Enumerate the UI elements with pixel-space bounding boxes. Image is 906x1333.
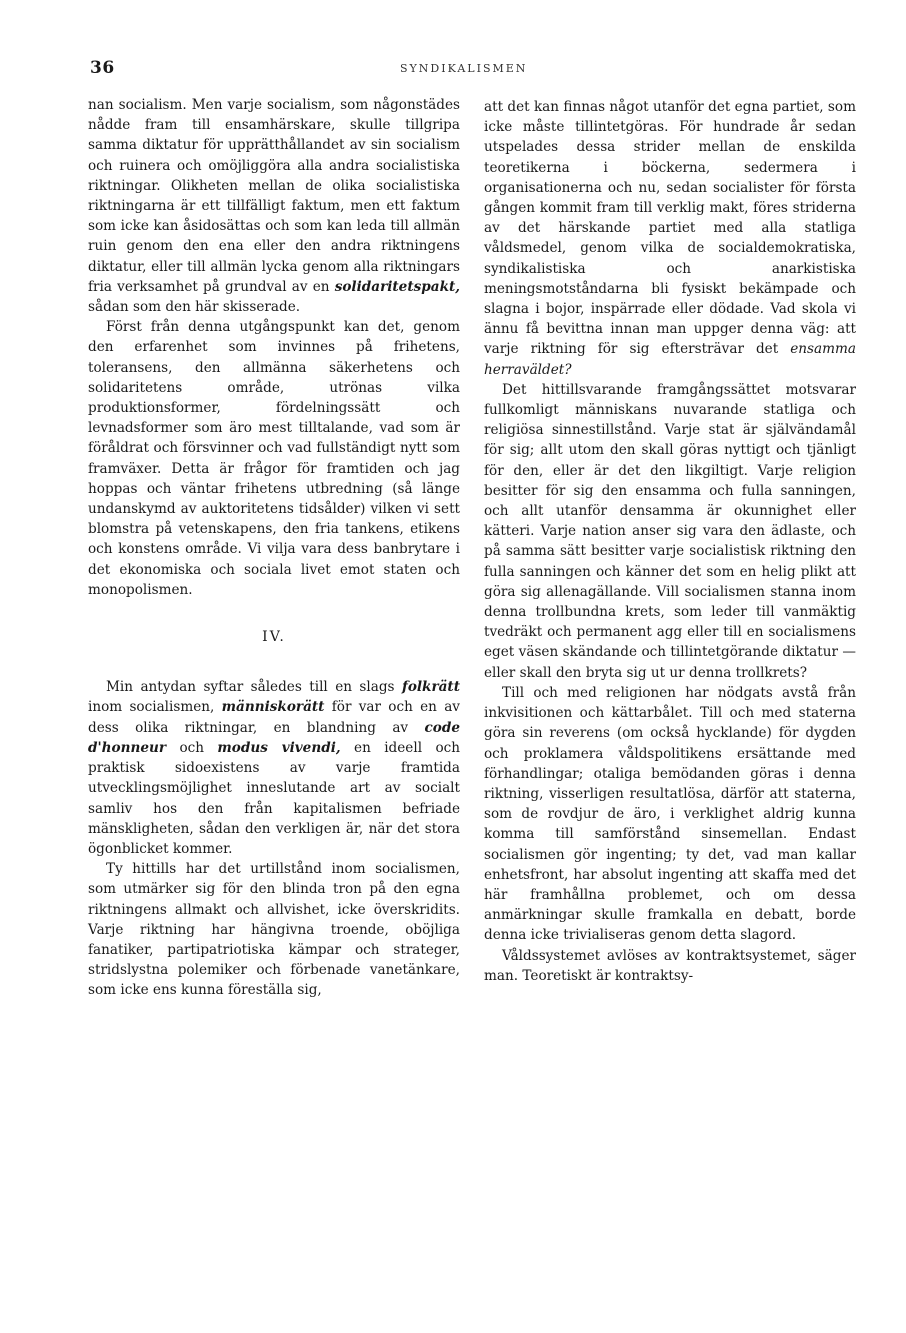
text-run: en ideell och praktisk sidoexistens av varje framtida utvecklingsmöjlighet inneslutande art av socialt samliv hos den från kapitalismen befriade mänskligheten, sådan den verkligen är, när det stora ögonblicket kommer. xyxy=(88,739,460,857)
paragraph: Ty hittills har det urtillstånd inom socialismen, som utmärker sig för den blinda tron på den egna riktningens allmakt och allvishet, icke överskridits. Varje riktning har hängivna troende, oböjliga fanatiker, partipatriotiska kämpar och strateger, stridslystna polemiker och förbenade vanetänkare, som icke ens kunna föreställa sig, xyxy=(88,861,460,999)
paragraph: Först från denna utgångspunkt kan det, genom den erfarenhet som invinnes på frihetens, toleransens, den allmänna säkerhetens och solidaritetens område, utrönas vilka produktionsformer, fördelningssätt och levnadsformer som äro mest tilltalande, vad som är föråldrat och försvinner och vad fullständigt nytt som framväxer. Detta är frågor för framtiden och jag hoppas och väntar frihetens utbredning (så länge undanskymd av auktoritetens tidsålder) vilken vi sett blomstra på vetenskapens, den fria tankens, etikens och konstens område. Vi vilja vara dess banbrytare i det ekonomiska och sociala livet emot staten och monopolismen. xyxy=(88,319,460,598)
text-run: sådan som den här skisserade. xyxy=(88,299,301,316)
running-head: SYNDIKALISMEN xyxy=(400,62,528,75)
paragraph xyxy=(88,95,460,317)
text-run: och xyxy=(166,739,218,756)
left-column xyxy=(88,95,460,1001)
text-run: Min antydan syftar således till en slags xyxy=(106,679,402,696)
paragraph: Våldssystemet avlöses av kontraktsystemet, säger man. Teoretiskt är kontraktsy- xyxy=(484,947,856,984)
emphasis: code d'honneur xyxy=(88,719,460,756)
text-run: att det kan finnas något utanför det egna partiet, som icke måste tillintetgöras. För hundrade år sedan utspelades dessa strider mellan de enskilda teoretikerna i böckerna, sedermera i organisationerna och nu, sedan socialister för första gången kommit fram till verklig makt, föres striderna av det härskande partiet med alla statliga våldsmedel, genom vilka de socialdemokratiska, syndikalistiska och anarkistiska meningsmotståndarna bli fysiskt bekämpade och slagna i bojor, inspärrade eller dödade. Vad skola vi ännu få bevittna innan man uppger denna väg: att varje riktning för sig eftersträvar det xyxy=(484,99,856,358)
text-run: för var och en av dess olika riktningar, en blandning av xyxy=(88,699,460,736)
paragraph: Det hittillsvarande framgångssättet motsvarar fullkomligt människans nuvarande statliga och religiösa sinnestillstånd. Varje stat är självändamål för sig; allt utom den skall göras nyttigt och tjänligt för den, eller är det den likgiltigt. Varje religion besitter för sig den ensamma och fulla sanningen, och allt utanför densamma är okunnighet eller kätteri. Varje nation anser sig vara den ädlaste, och på samma sätt besitter varje socialistisk riktning den fulla sanningen och känner det som en helig plikt att göra sig allenagällande. Vill socialismen stanna inom denna trollbundna krets, som leder till vanmäktig tvedräkt och permanent agg eller till en socialismens eget väsen skändande och tillintetgörande diktatur — eller skall den bryta sig ut ur denna trollkrets? xyxy=(484,381,856,681)
emphasis: ensamma herraväldet? xyxy=(484,341,856,378)
text-run: inom socialismen, xyxy=(88,699,222,716)
page-number: 36 xyxy=(90,58,115,78)
section-heading: IV. xyxy=(262,629,286,646)
paragraph xyxy=(484,97,856,380)
emphasis: solidaritetspakt, xyxy=(334,278,460,295)
paragraph xyxy=(88,677,460,859)
right-column xyxy=(484,97,856,986)
emphasis: människorätt xyxy=(221,699,325,716)
emphasis: modus vivendi, xyxy=(217,739,341,756)
paragraph: Till och med religionen har nödgats avstå från inkvisitionen och kättarbålet. Till och med staterna göra sin reverens (om också hycklande) för dygden och proklamera våldspolitikens ersättande med förhandlingar; otaliga bemödanden göras i denna riktning, visserligen resultatlösa, därför att staterna, som de rovdjur de äro, i verklighet aldrig kunna komma till samförstånd sinsemellan. Endast socialismen gör ingenting; ty det, vad man kallar enhetsfront, har absolut ingenting att skaffa med det här framhållna problemet, och om dessa anmärkningar skulle framkalla en debatt, borde denna icke trivialiseras genom detta slagord. xyxy=(484,684,856,944)
text-run: nan socialism. Men varje socialism, som någonstädes nådde fram till ensamhärskare, skulle tillgripa samma diktatur för upprätthållandet av sin socialism och ruinera och omöjliggöra alla andra socialistiska riktningar. Olikheten mellan de olika socialistiska riktningarna är ett tillfälligt faktum, men ett faktum som icke kan åsidosättas och som kan leda till allmän ruin genom den ena eller den andra riktningens diktatur, eller till allmän lycka genom alla riktningars fria verksamhet på grundval av en xyxy=(88,97,460,295)
emphasis: folkrätt xyxy=(401,679,460,696)
